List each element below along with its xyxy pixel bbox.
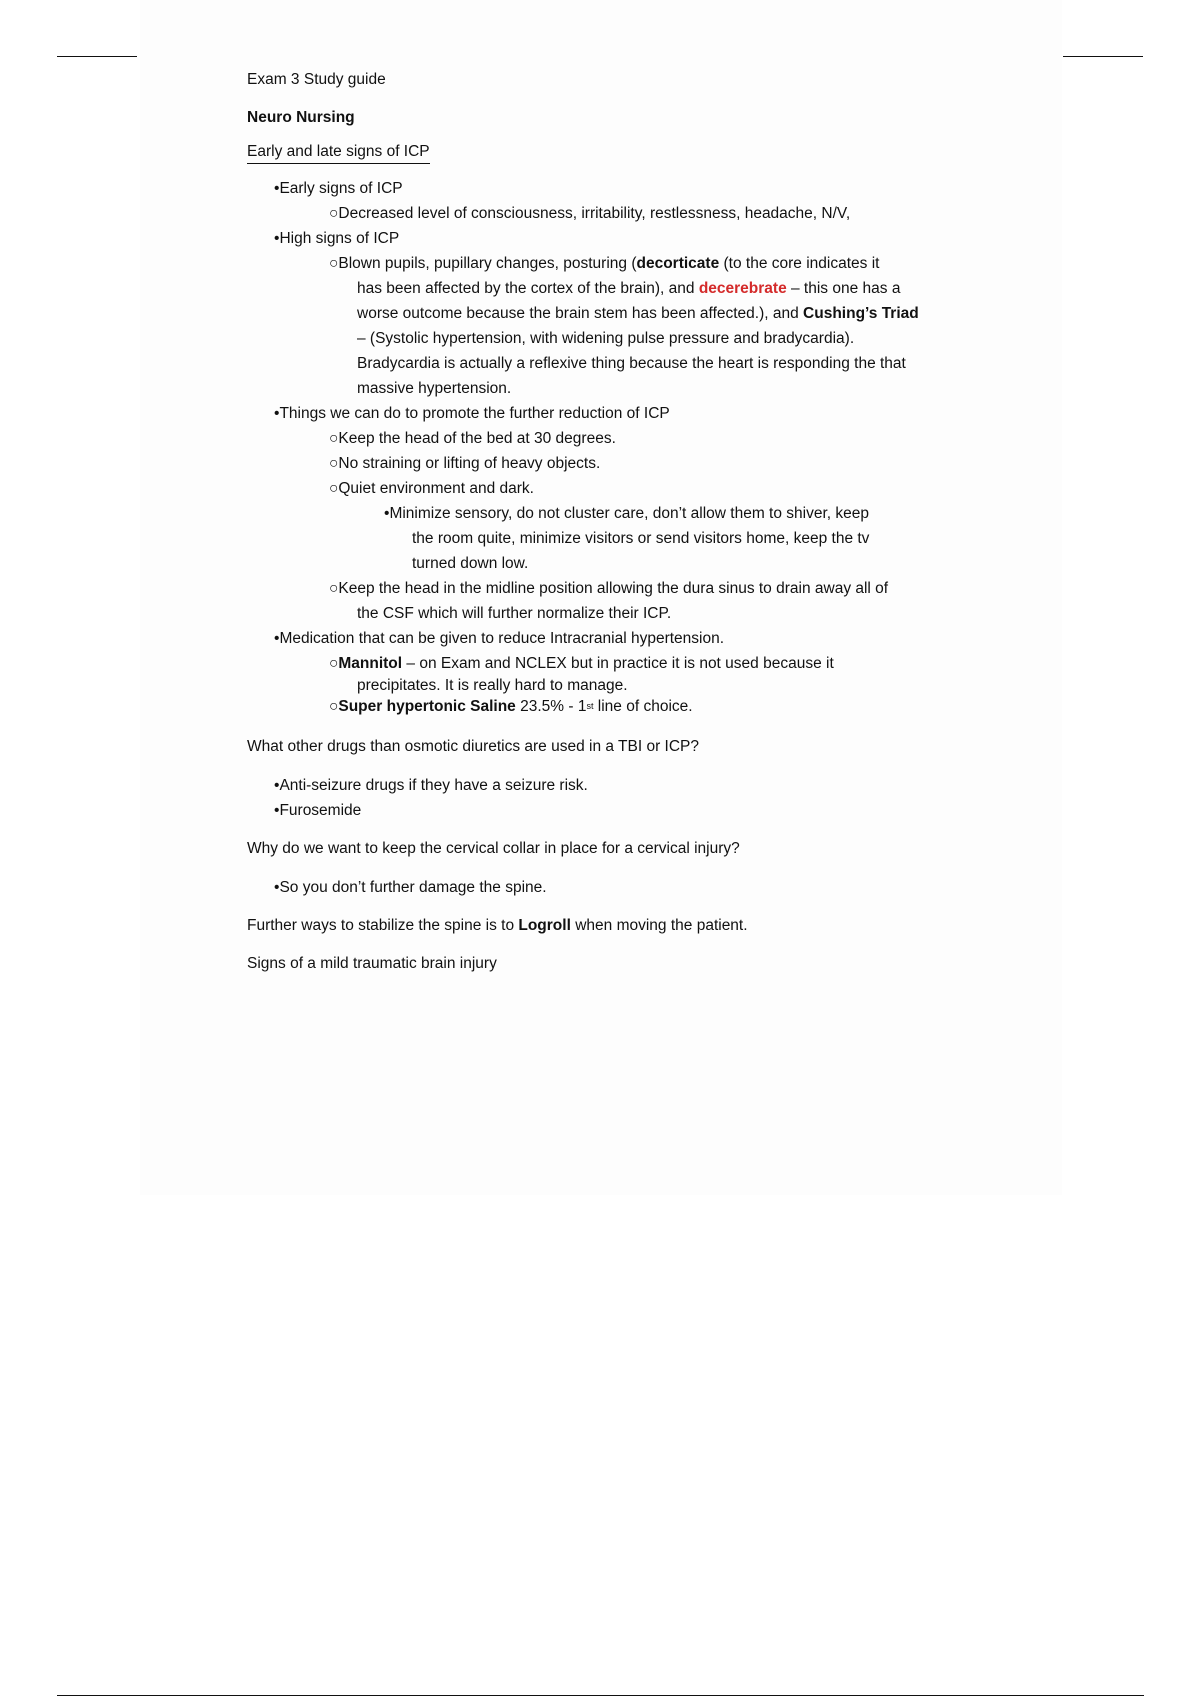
list-item	[247, 626, 967, 651]
wrapped-line: – (Systolic hypertension, with widening pulse pressure and bradycardia).	[357, 330, 855, 347]
high-signs-list	[247, 226, 967, 251]
medication-sublist	[247, 651, 967, 676]
bullet-marker: •	[274, 405, 280, 422]
bullet-marker: •	[274, 802, 280, 819]
bullet-marker: •	[274, 180, 280, 197]
cervical-collar-list	[247, 875, 967, 900]
bullet-marker: •	[274, 879, 280, 896]
term-decorticate: decorticate	[636, 255, 720, 272]
other-drugs-list	[247, 773, 967, 823]
list-item	[247, 501, 967, 526]
document-title: Exam 3 Study guide	[247, 71, 386, 88]
drug-mannitol: Mannitol	[338, 655, 403, 672]
circle-marker: ○	[329, 580, 339, 597]
bullet-marker: •	[274, 230, 280, 247]
wrapped-line: precipitates. It is really hard to manage.	[357, 677, 628, 694]
high-detail-text: worse outcome because the brain stem has been affected.), and	[357, 305, 804, 322]
question-mild-tbi: Signs of a mild traumatic brain injury	[247, 955, 497, 972]
high-detail-text: Blown pupils, pupillary changes, posturing (	[338, 255, 637, 272]
circle-marker: ○	[329, 430, 339, 447]
saline-text: line of choice.	[593, 698, 693, 715]
saline-sublist	[247, 696, 967, 717]
document-body	[247, 68, 967, 976]
promote-sublist	[247, 426, 967, 501]
stabilize-text: when moving the patient.	[570, 917, 748, 934]
quiet-sublist	[247, 501, 967, 526]
list-item	[247, 451, 967, 476]
list-item	[247, 226, 967, 251]
promote-list	[247, 401, 967, 426]
early-signs-detail: Decreased level of consciousness, irritability, restlessness, headache, N/V,	[338, 205, 851, 222]
minimize-text: Minimize sensory, do not cluster care, don’t allow them to shiver, keep	[389, 505, 870, 522]
list-item	[247, 426, 967, 451]
footer-rule	[57, 1695, 1144, 1696]
header-corner-mark-left	[57, 56, 137, 57]
list-item	[247, 251, 967, 276]
circle-marker: ○	[329, 655, 339, 672]
stabilize-paragraph	[247, 914, 967, 938]
circle-marker: ○	[329, 255, 339, 272]
early-signs-sublist	[247, 201, 967, 226]
list-item	[247, 651, 967, 676]
stabilize-text: Further ways to stabilize the spine is to	[247, 917, 519, 934]
subheading: Early and late signs of ICP	[247, 141, 430, 164]
wrapped-line: turned down low.	[412, 555, 529, 572]
circle-marker: ○	[329, 455, 339, 472]
question-cervical-collar: Why do we want to keep the cervical collar in place for a cervical injury?	[247, 840, 740, 857]
wrapped-line: massive hypertension.	[357, 380, 512, 397]
wrapped-line	[247, 276, 967, 301]
icp-signs-list	[247, 176, 967, 201]
medication-list	[247, 626, 967, 651]
saline-text: 23.5% - 1	[515, 698, 587, 715]
term-cushings-triad: Cushing’s Triad	[803, 305, 919, 322]
section-heading: Neuro Nursing	[247, 109, 355, 126]
term-logroll: Logroll	[518, 917, 571, 934]
list-item	[247, 576, 967, 601]
term-decerebrate: decerebrate	[698, 280, 787, 297]
bullet-marker: •	[274, 630, 280, 647]
circle-marker: ○	[329, 698, 339, 715]
high-signs-sublist	[247, 251, 967, 276]
other-drug-item: Anti-seizure drugs if they have a seizure risk.	[279, 777, 588, 794]
promote-item-hob: Keep the head of the bed at 30 degrees.	[338, 430, 616, 447]
wrapped-line: the CSF which will further normalize their ICP.	[357, 605, 672, 622]
wrapped-line: the room quite, minimize visitors or send visitors home, keep the tv	[412, 530, 870, 547]
saline-superscript: st	[586, 701, 594, 711]
cervical-collar-answer: So you don’t further damage the spine.	[279, 879, 547, 896]
promote-item-quiet: Quiet environment and dark.	[338, 480, 534, 497]
list-item	[247, 798, 967, 823]
drug-saline: Super hypertonic Saline	[338, 698, 516, 715]
list-item	[247, 773, 967, 798]
early-signs-label: Early signs of ICP	[279, 180, 403, 197]
circle-marker: ○	[329, 205, 339, 222]
header-corner-mark-right	[1063, 56, 1143, 57]
circle-marker: ○	[329, 480, 339, 497]
high-detail-text: (to the core indicates it	[719, 255, 880, 272]
bullet-marker: •	[274, 777, 280, 794]
high-signs-label: High signs of ICP	[279, 230, 400, 247]
high-detail-text: – this one has a	[786, 280, 901, 297]
bullet-marker: •	[384, 505, 390, 522]
list-item	[247, 176, 967, 201]
other-drug-item: Furosemide	[279, 802, 362, 819]
mannitol-text: – on Exam and NCLEX but in practice it is not used because it	[402, 655, 834, 672]
question-other-drugs: What other drugs than osmotic diuretics are used in a TBI or ICP?	[247, 738, 700, 755]
list-item	[247, 476, 967, 501]
wrapped-line	[247, 301, 967, 326]
list-item	[247, 696, 967, 717]
medication-label: Medication that can be given to reduce Intracranial hypertension.	[279, 630, 725, 647]
list-item	[247, 875, 967, 900]
promote-item-straining: No straining or lifting of heavy objects.	[338, 455, 601, 472]
midline-text: Keep the head in the midline position allowing the dura sinus to drain away all of	[338, 580, 889, 597]
list-item	[247, 201, 967, 226]
promote-label: Things we can do to promote the further reduction of ICP	[279, 405, 670, 422]
midline-sublist	[247, 576, 967, 601]
wrapped-line: Bradycardia is actually a reflexive thing because the heart is responding the that	[357, 355, 906, 372]
list-item	[247, 401, 967, 426]
high-detail-text: has been affected by the cortex of the brain), and	[357, 280, 699, 297]
